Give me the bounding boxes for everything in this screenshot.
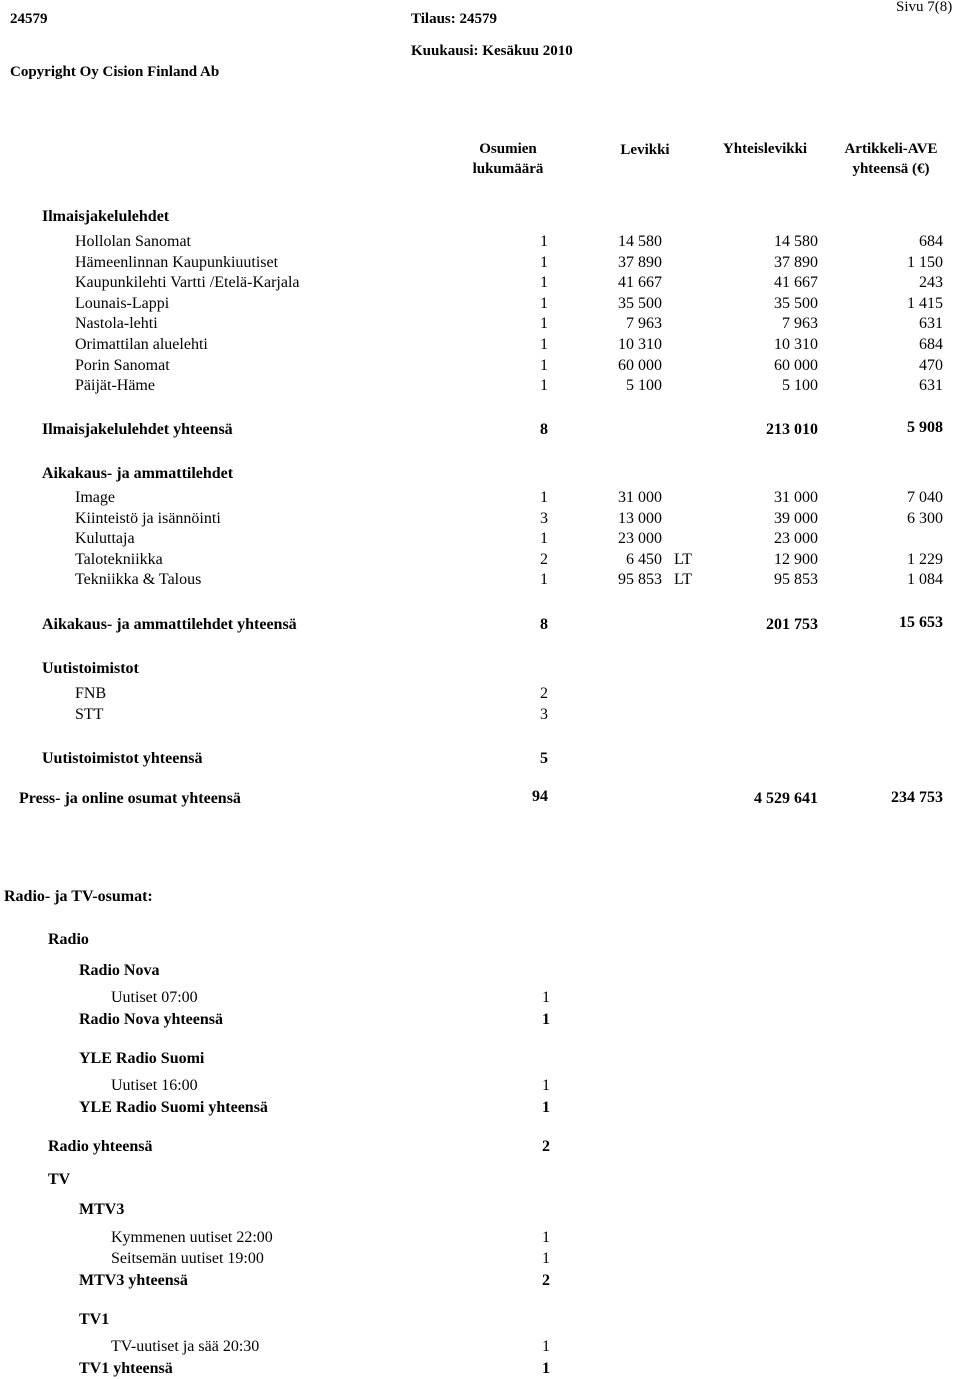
radio-nova-total-count: 1	[542, 1011, 550, 1028]
row-circulation: 35 500	[618, 294, 662, 312]
tv-title: TV	[48, 1171, 71, 1188]
row-name: Kaupunkilehti Vartti /Etelä-Karjala	[75, 274, 300, 292]
row-count: 1	[540, 294, 548, 312]
row-ave: 243	[919, 274, 943, 292]
month-label: Kuukausi: Kesäkuu 2010	[411, 43, 573, 59]
mtv3-item-1-count: 1	[542, 1229, 550, 1246]
row-circulation: 31 000	[618, 489, 662, 506]
tv1-item-count: 1	[542, 1338, 550, 1355]
row-total-circulation: 95 853	[774, 571, 818, 589]
magazines-total-label: Aikakaus- ja ammattilehdet yhteensä	[42, 616, 297, 633]
col-count-line2: lukumäärä	[472, 161, 544, 177]
row-ave: 1 415	[907, 294, 943, 312]
row-circulation: 10 310	[618, 336, 662, 353]
yle-radio-item-count: 1	[542, 1077, 550, 1094]
agencies-total-label: Uutistoimistot yhteensä	[42, 750, 203, 767]
order-id: 24579	[10, 11, 48, 27]
row-lt-marker: LT	[674, 550, 693, 568]
mtv3-item-1: Kymmenen uutiset 22:00	[111, 1229, 273, 1246]
row-circulation: 41 667	[618, 274, 662, 292]
tv1-total-label: TV1 yhteensä	[79, 1360, 173, 1377]
row-circulation: 13 000	[618, 509, 662, 527]
row-name: Lounais-Lappi	[75, 294, 170, 312]
grand-total-count: 94	[532, 788, 548, 805]
row-total-circulation: 31 000	[774, 489, 818, 506]
free-papers-total-label: Ilmaisjakelulehdet yhteensä	[42, 421, 233, 438]
free-papers-total-count: 8	[540, 421, 548, 438]
row-name: Nastola-lehti	[75, 315, 158, 333]
copyright: Copyright Oy Cision Finland Ab	[10, 64, 220, 80]
agencies-total-count: 5	[540, 750, 548, 767]
magazines-total-count: 8	[540, 616, 548, 633]
row-ave: 684	[919, 233, 943, 250]
row-name: Kuluttaja	[75, 530, 135, 548]
row-name: Hämeenlinnan Kaupunkiuutiset	[75, 253, 279, 271]
row-ave: 1 150	[907, 253, 943, 271]
row-count: 1	[540, 356, 548, 374]
row-count: 1	[540, 489, 548, 506]
row-name: Talotekniikka	[75, 550, 163, 568]
row-ave: 1 084	[907, 571, 943, 589]
grand-total-circ: 4 529 641	[754, 790, 818, 807]
section-title-agencies: Uutistoimistot	[42, 660, 139, 677]
row-total-circulation: 60 000	[774, 356, 818, 374]
section-title-magazines: Aikakaus- ja ammattilehdet	[42, 465, 234, 482]
row-count: 2	[540, 685, 548, 702]
row-count: 1	[540, 274, 548, 292]
col-ave-line1: Artikkeli-AVE	[844, 141, 938, 157]
row-count: 1	[540, 253, 548, 271]
radio-nova-item: Uutiset 07:00	[111, 989, 198, 1006]
free-papers-total-circ: 213 010	[766, 421, 818, 438]
row-total-circulation: 7 963	[782, 315, 818, 333]
row-count: 1	[540, 571, 548, 589]
row-total-circulation: 14 580	[774, 233, 818, 250]
row-count: 3	[540, 509, 548, 527]
yle-radio-title: YLE Radio Suomi	[79, 1050, 205, 1067]
row-total-circulation: 37 890	[774, 253, 818, 271]
row-total-circulation: 5 100	[782, 377, 818, 395]
mtv3-title: MTV3	[79, 1201, 125, 1218]
row-circulation: 23 000	[618, 530, 662, 548]
mtv3-total-count: 2	[542, 1272, 550, 1289]
row-name: Image	[75, 489, 115, 506]
row-count: 3	[540, 705, 548, 723]
row-name: Kiinteistö ja isännöinti	[75, 509, 221, 527]
row-ave: 470	[919, 356, 943, 374]
row-ave: 7 040	[907, 489, 943, 506]
broadcast-title: Radio- ja TV-osumat:	[4, 888, 153, 905]
row-circulation: 60 000	[618, 356, 662, 374]
radio-total-count: 2	[542, 1138, 550, 1155]
grand-total-label: Press- ja online osumat yhteensä	[19, 790, 241, 807]
grand-total-ave: 234 753	[891, 789, 943, 806]
row-total-circulation: 35 500	[774, 294, 818, 312]
free-papers-total-ave: 5 908	[907, 419, 943, 436]
row-ave: 1 229	[907, 550, 943, 568]
row-total-circulation: 41 667	[774, 274, 818, 292]
row-count: 1	[540, 530, 548, 548]
tv1-item: TV-uutiset ja sää 20:30	[111, 1338, 260, 1355]
order-label: Tilaus: 24579	[411, 11, 497, 27]
mtv3-item-2: Seitsemän uutiset 19:00	[111, 1250, 264, 1267]
row-total-circulation: 39 000	[774, 509, 818, 527]
radio-total-label: Radio yhteensä	[48, 1138, 153, 1155]
row-ave: 684	[919, 336, 943, 353]
radio-title: Radio	[48, 931, 89, 948]
section-title-free-papers: Ilmaisjakelulehdet	[42, 208, 170, 225]
row-name: Orimattilan aluelehti	[75, 336, 208, 353]
row-circulation: 37 890	[618, 253, 662, 271]
row-circulation: 14 580	[618, 233, 662, 250]
row-name: FNB	[75, 685, 107, 702]
row-count: 1	[540, 377, 548, 395]
page-number: Sivu 7(8)	[896, 0, 953, 15]
magazines-total-ave: 15 653	[899, 614, 943, 631]
row-circulation: 95 853	[618, 571, 662, 589]
row-ave: 6 300	[907, 509, 943, 527]
row-total-circulation: 23 000	[774, 530, 818, 548]
col-count-line1: Osumien	[479, 141, 537, 157]
row-name: Porin Sanomat	[75, 356, 170, 374]
row-name: Päijät-Häme	[75, 377, 155, 395]
radio-nova-title: Radio Nova	[79, 962, 160, 979]
yle-radio-total-label: YLE Radio Suomi yhteensä	[79, 1099, 268, 1116]
magazines-total-circ: 201 753	[766, 616, 818, 633]
row-count: 1	[540, 233, 548, 250]
row-count: 2	[540, 550, 548, 568]
row-ave: 631	[919, 377, 943, 395]
tv1-title: TV1	[79, 1311, 110, 1328]
row-count: 1	[540, 315, 548, 333]
row-count: 1	[540, 336, 548, 353]
mtv3-total-label: MTV3 yhteensä	[79, 1272, 188, 1289]
row-name: STT	[75, 705, 104, 723]
row-ave: 631	[919, 315, 943, 333]
yle-radio-total-count: 1	[542, 1099, 550, 1116]
col-total-circulation: Yhteislevikki	[722, 141, 808, 157]
row-total-circulation: 12 900	[774, 550, 818, 568]
radio-nova-total-label: Radio Nova yhteensä	[79, 1011, 224, 1028]
yle-radio-item: Uutiset 16:00	[111, 1077, 198, 1094]
row-circulation: 6 450	[626, 550, 662, 568]
row-circulation: 5 100	[626, 377, 662, 395]
row-circulation: 7 963	[626, 315, 662, 333]
row-name: Hollolan Sanomat	[75, 233, 191, 250]
mtv3-item-2-count: 1	[542, 1250, 550, 1267]
row-total-circulation: 10 310	[774, 336, 818, 353]
col-circulation: Levikki	[620, 142, 670, 158]
tv1-total-count: 1	[542, 1360, 550, 1377]
radio-nova-item-count: 1	[542, 989, 550, 1006]
col-ave-line2: yhteensä (€)	[852, 161, 930, 177]
row-lt-marker: LT	[674, 571, 693, 589]
row-name: Tekniikka & Talous	[75, 571, 202, 589]
